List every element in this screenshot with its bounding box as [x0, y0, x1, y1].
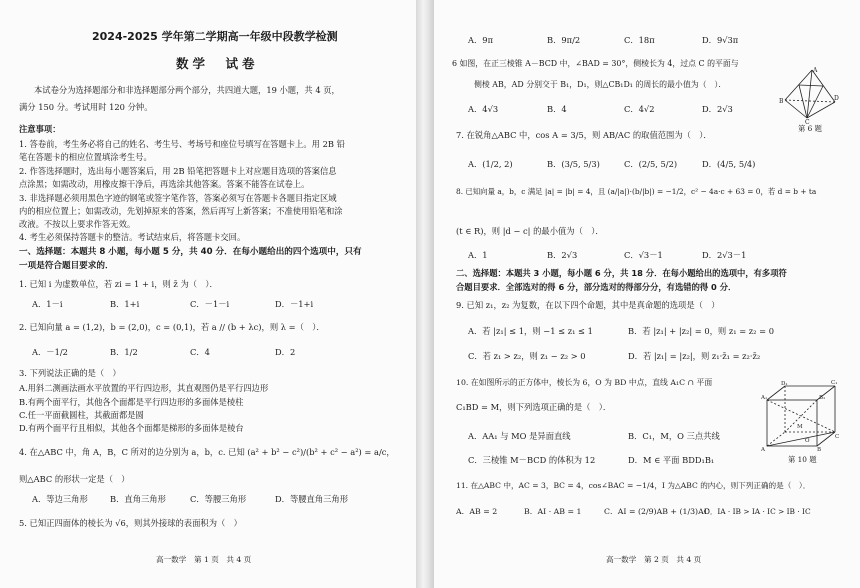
svg-text:O: O [805, 438, 810, 444]
svg-text:M: M [797, 424, 803, 430]
q10-option-a: A．AA₁ 与 MO 是异面直线 [468, 431, 571, 441]
question-5: 5. 已知正四面体的棱长为 √6，则其外接球的表面积为（ ） [19, 518, 242, 528]
question-10: 10. 在如图所示的正方体中，棱长为 6，O 为 BD 中点，直线 A₁C ∩ 平面 [456, 378, 713, 387]
q10-option-d: D．M ∈ 平面 BDD₁B₁ [628, 455, 715, 465]
q6-option-a: A．4√3 [468, 104, 499, 114]
q8-option-a: A．1 [468, 250, 488, 260]
exam-page-1 [0, 0, 416, 588]
q6-option-b: B．4 [547, 104, 567, 114]
intro-line-2: 满分 150 分。考试用时 120 分钟。 [19, 102, 153, 112]
exam-subject: 数学 试卷 [176, 56, 259, 71]
question-4: 4. 在△ABC 中，角 A，B，C 所对的边分别为 a，b，c. 已知 (a² + b² − c²)/(b² + c² − a²) = a/c， [19, 447, 395, 457]
q2-option-a: A．－1/2 [32, 347, 68, 357]
question-6-cont: 侧棱 AB，AD 分别交于 B₁，D₁，则△CB₁D₁ 的周长的最小值为（ ）． [474, 80, 727, 89]
q10-option-b: B．C₁，M，O 三点共线 [628, 431, 720, 441]
q7-option-d: D．(4/5, 5/4) [702, 159, 756, 169]
q11-option-c: C．AI = (2/9)AB + (1/3)AC [604, 507, 710, 516]
q2-option-b: B．1/2 [110, 347, 138, 357]
q7-option-c: C．(2/5, 5/2) [624, 159, 678, 169]
q9-option-c: C．若 z₁ > z₂，则 z₁ − z₂ > 0 [468, 351, 586, 361]
q4-option-d: D．等腰直角三角形 [275, 494, 349, 504]
q8-option-b: B．2√3 [547, 250, 578, 260]
q9-option-a: A．若 |z₁| ≤ 1，则 −1 ≤ z₁ ≤ 1 [468, 326, 593, 336]
q8-option-d: D．2√3－1 [702, 250, 747, 260]
question-7: 7. 在锐角△ABC 中，cos A = 3/5，则 AB/AC 的取值范围为（ ）． [456, 130, 712, 140]
q4-option-b: B．直角三角形 [110, 494, 166, 504]
note-line: 1. 答卷前，考生务必将自己的姓名、考生号、考场号和座位号填写在答题卡上。用 2B 铅 [19, 139, 345, 149]
q1-option-d: D．－1+i [275, 299, 314, 309]
note-line: 改液。不按以上要求作答无效。 [19, 219, 136, 229]
svg-text:A₁: A₁ [761, 395, 768, 401]
notes-heading: 注意事项： [19, 124, 61, 134]
note-line: 4. 考生必须保持答题卡的整洁。考试结束后，将答题卡交回。 [19, 232, 246, 242]
svg-text:B₁: B₁ [819, 395, 826, 401]
svg-text:C: C [835, 434, 839, 440]
svg-text:B: B [817, 447, 822, 452]
q7-option-b: B．(3/5, 5/3) [547, 159, 600, 169]
question-8-cont: (t ∈ R)，则 |d − c| 的最小值为（ ）． [456, 226, 604, 236]
page-footer: 高一数学 第 2 页 共 4 页 [606, 555, 702, 564]
q8-option-c: C．√3－1 [624, 250, 663, 260]
q5-option-c: C．18π [624, 35, 655, 45]
q1-option-b: B．1+i [110, 299, 140, 309]
section-1-heading-cont: 一项是符合题目要求的． [19, 261, 114, 271]
figure-6-caption: 第 6 题 [798, 124, 822, 133]
question-8: 8. 已知向量 a，b，c 满足 |a| = |b| = 4，且 (a/|a|)·(b/|b|) = −1/2，c² − 4a·c + 63 = 0，若 d = b + ta [456, 187, 817, 196]
svg-text:C: C [805, 119, 810, 124]
cube-figure [761, 380, 839, 452]
svg-text:B: B [779, 98, 784, 105]
question-3: 3. 下列说法正确的是（ ） [19, 368, 121, 378]
q1-option-c: C．－1－i [190, 299, 230, 309]
svg-text:A: A [813, 67, 818, 74]
page-gutter [416, 0, 434, 588]
q5-option-b: B．9π/2 [547, 35, 581, 45]
exam-page-2 [434, 0, 860, 588]
section-1-heading: 一、选择题：本题共 8 小题，每小题 5 分，共 40 分．在每小题给出的四个选项中，只有 [19, 247, 362, 257]
q2-option-c: C．4 [190, 347, 210, 357]
q10-option-c: C．三棱锥 M－BCD 的体积为 12 [468, 455, 596, 465]
q7-option-a: A．(1/2, 2) [468, 159, 513, 169]
figure-10-caption: 第 10 题 [788, 455, 817, 464]
svg-text:D₁: D₁ [781, 381, 788, 387]
exam-title: 2024-2025 学年第二学期高一年级中段教学检测 [92, 30, 338, 43]
svg-text:A: A [761, 447, 765, 452]
note-line: 3. 非选择题必须用黑色字迹的钢笔或签字笔作答，答案必须写在答题卡各题目指定区域 [19, 193, 337, 203]
svg-text:C₁: C₁ [831, 380, 838, 386]
question-4-cont: 则△ABC 的形状一定是（ ） [19, 474, 130, 484]
section-2-heading: 二、选择题：本题共 3 小题，每小题 6 分，共 18 分．在每小题给出的选项中，有多项符 [456, 268, 787, 278]
question-6: 6 如图，在正三棱锥 A－BCD 中，∠BAD = 30°，侧棱长为 4，过点 C 的平面与 [452, 59, 739, 68]
q3-option-b: B.有两个面平行，其他各个面都是平行四边形的多面体是棱柱 [19, 397, 244, 407]
q9-option-d: D．若 |z₁| = |z₂|，则 z₁·z̄₁ = z₂·z̄₂ [628, 351, 761, 361]
q11-option-a: A．AB = 2 [456, 507, 498, 516]
question-11: 11. 在△ABC 中，AC = 3，BC = 4，cos∠BAC = −1/4，I 为△ABC 的内心，则下列正确的是（ ）． [456, 481, 811, 490]
q4-option-c: C．等腰三角形 [190, 494, 247, 504]
q3-option-a: A.用斜二测画法画水平放置的平行四边形，其直观图仍是平行四边形 [19, 383, 269, 393]
q6-option-c: C．4√2 [624, 104, 655, 114]
note-line: 点涂黑；如需改动，用橡皮擦干净后，再选涂其他答案。答案不能答在试卷上。 [19, 179, 310, 189]
svg-text:D: D [834, 95, 839, 102]
section-2-heading-cont: 合题目要求．全部选对的得 6 分，部分选对的得部分分，有选错的得 0 分． [456, 282, 737, 292]
page-footer: 高一数学 第 1 页 共 4 页 [156, 555, 252, 564]
q11-option-b: B．AI · AB = 1 [524, 507, 582, 516]
question-1: 1. 已知 i 为虚数单位，若 zi = 1 + i，则 z̄ 为（ ）． [19, 279, 218, 289]
note-line: 2. 作答选择题时，选出每小题答案后，用 2B 铅笔把答题卡上对应题目选项的答案信息 [19, 166, 337, 176]
q1-option-a: A．1－i [32, 299, 63, 309]
q2-option-d: D．2 [275, 347, 296, 357]
q3-option-c: C.任一平面截圆柱，其截面都是圆 [19, 410, 144, 420]
q9-option-b: B．若 |z₁| + |z₂| = 0，则 z₁ = z₂ = 0 [628, 326, 774, 336]
q5-option-a: A．9π [468, 35, 494, 45]
q5-option-d: D．9√3π [702, 35, 739, 45]
question-2: 2. 已知向量 a = (1,2)，b = (2,0)，c = (0,1)，若 a // (b + λc)，则 λ =（ ）． [19, 322, 325, 332]
note-line: 内的相应位置上；如需改动，先划掉原来的答案，然后再写上新答案；不准使用铅笔和涂 [19, 206, 343, 216]
q11-option-d: D．IA · IB > IA · IC > IB · IC [704, 507, 811, 516]
tetrahedron-figure [779, 66, 839, 124]
q4-option-a: A．等边三角形 [32, 494, 88, 504]
question-9: 9. 已知 z₁，z₂ 为复数，在以下四个命题，其中是真命题的选项是（ ） [456, 300, 720, 310]
q6-option-d: D．2√3 [702, 104, 733, 114]
intro-line-1: 本试卷分为选择题部分和非选择题部分两个部分，共四道大题，19 小题，共 4 页， [34, 85, 340, 95]
q3-option-d: D.有两个面平行且相似，其他各个面都是梯形的多面体是棱台 [19, 423, 244, 433]
question-10-cont: C₁BD = M，则下列选项正确的是（ ）． [456, 402, 612, 412]
note-line: 笔在答题卡的相应位置填涂考生号。 [19, 152, 152, 162]
